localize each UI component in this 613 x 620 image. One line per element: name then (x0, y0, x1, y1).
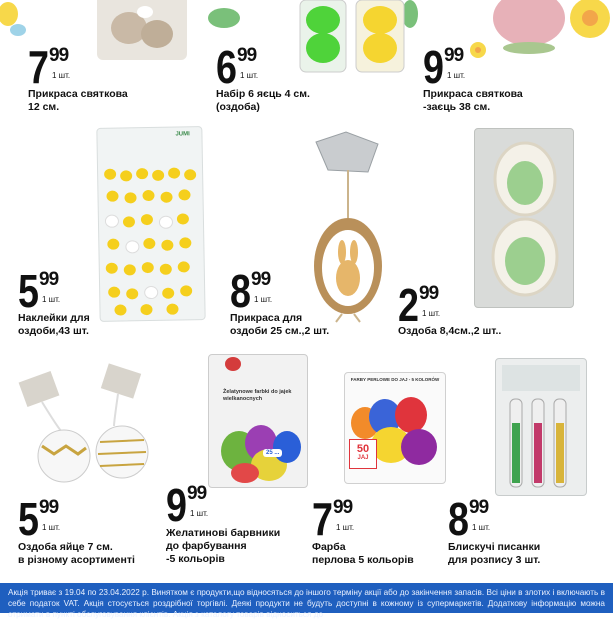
product-name-egg-7: Оздоба яйце 7 см. в різному асортименті (18, 541, 135, 566)
product-name-decor-12: Прикраса святкова 12 см. (28, 88, 128, 113)
product-image-hanging-egg (308, 132, 388, 322)
price-glitter-pens: 8 99 1 шт. (448, 493, 491, 545)
product-name-decor-8: Оздоба 8,4см.,2 шт.. (398, 325, 502, 337)
price-pearl-paint: 7 99 1 шт. (312, 493, 355, 545)
price-eggs-6: 6 99 1 шт. (216, 41, 259, 93)
product-name-eggs-6: Набір 6 яєць 4 см. (оздоба) (216, 88, 310, 113)
product-image-hanging-eggs (18, 362, 154, 484)
price-decor-12: 7 99 1 шт. (28, 41, 71, 93)
product-name-gel-dyes: Желатинові барвники до фарбування -5 кольорів (166, 527, 281, 565)
product-name-pearl-paint: Фарба перлова 5 кольорів (312, 541, 414, 566)
product-image-glitter-pens (495, 358, 587, 496)
product-image-bunny (484, 0, 574, 62)
stickers-brand-label: JUMI (175, 131, 190, 138)
price-decor-25: 8 99 1 шт. (230, 265, 273, 317)
pearl-box-title: FARBY PERLOWE DO JAJ - 5 KOLORÓW (350, 377, 440, 382)
gel-price-tag: 25 ... (263, 449, 282, 457)
product-image-stickers (96, 126, 205, 322)
price-bunny-38: 9 99 1 шт. (423, 41, 466, 93)
product-image-eggs-set (298, 0, 408, 72)
gel-box-title: Żelatynowe farbki do jajek wielkanocnych (223, 389, 292, 402)
price-decor-8: 2 99 1 шт. (398, 279, 441, 331)
product-image-figurines (97, 0, 187, 60)
pearl-badge (349, 439, 377, 469)
product-name-glitter-pens: Блискучі писанки для розпису 3 шт. (448, 541, 541, 566)
product-name-stickers-43: Наклейки для оздоби,43 шт. (18, 312, 90, 337)
price-stickers-43: 5 99 1 шт. (18, 265, 61, 317)
product-image-egg-shapes (474, 128, 574, 308)
pearl-badge-number: 50 (356, 443, 370, 455)
product-name-bunny-38: Прикраса святкова -заєць 38 см. (423, 88, 523, 113)
product-image-pearl-paint (344, 372, 446, 484)
pearl-badge-word: JAJ (357, 455, 369, 461)
promo-footer: Акція триває з 19.04 по 23.04.2022 р. Винятком є продукти,що відносяться до іншого терміну акції або до закінчення запасів. Всі ціни в злотих і включають в себе податок VAT. Акція стосується роздрібної торгівлі. Деякі продукти не будуть доступні в кожному із супермаркетів. Додаткову інформацію можна отримати в пункті обслуговування клієнтів. Акція з каталогу товарів відноситься до (0, 583, 613, 613)
product-name-decor-25: Прикраса для оздоби 25 см.,2 шт. (230, 312, 330, 337)
product-image-gel-dyes (208, 354, 308, 488)
price-gel-dyes: 9 99 1 шт. (166, 479, 209, 531)
price-egg-7: 5 99 1 шт. (18, 493, 61, 545)
